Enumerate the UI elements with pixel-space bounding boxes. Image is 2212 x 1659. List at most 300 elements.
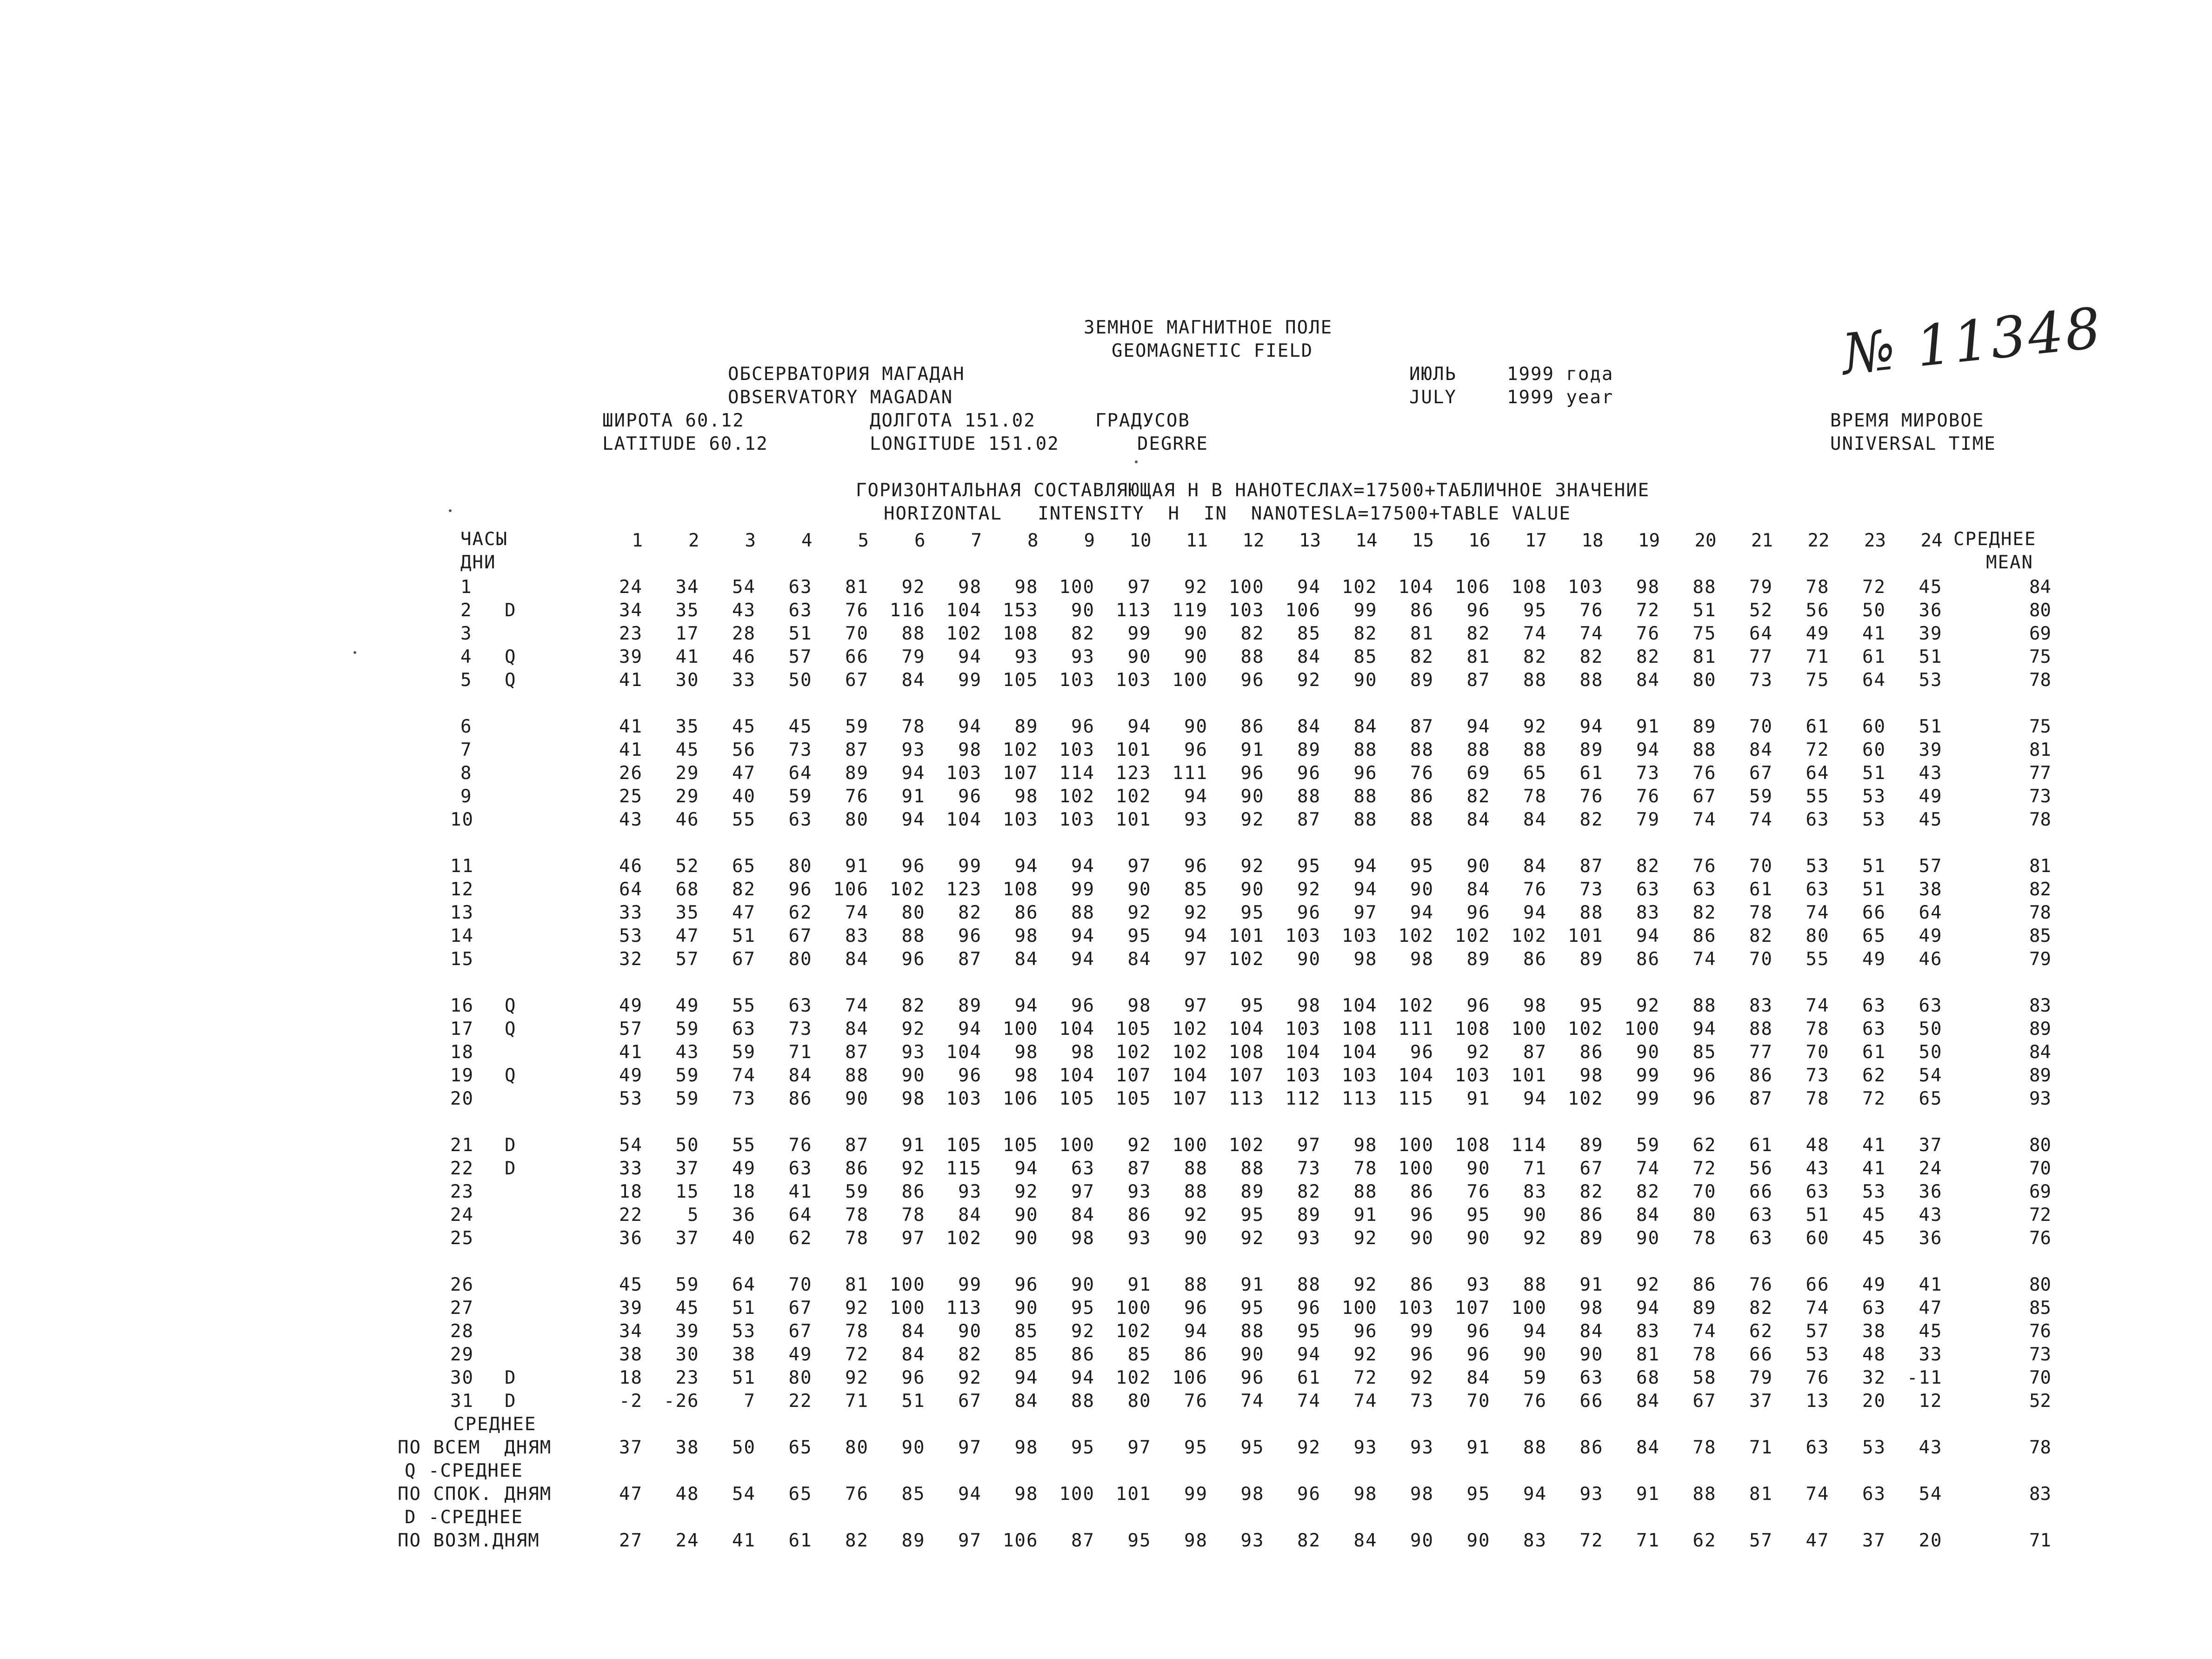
hour-value: 78 [845, 1205, 869, 1226]
hour-value: 96 [1466, 1344, 1491, 1365]
hour-value: 104 [1172, 1065, 1208, 1086]
day-number: 20 [450, 1088, 474, 1109]
hour-value: 53 [732, 1321, 756, 1342]
latitude-en: LATITUDE 60.12 [602, 433, 768, 454]
hour-value: 97 [1071, 1181, 1095, 1202]
hour-value: 64 [788, 763, 813, 784]
day-mean: 70 [2029, 1367, 2051, 1388]
hour-value: 94 [1353, 879, 1378, 900]
hour-value: 96 [901, 949, 926, 970]
hour-value: 73 [1579, 879, 1604, 900]
hour-value: 36 [732, 1205, 756, 1226]
hour-value: 79 [901, 646, 926, 667]
hour-value: 88 [1692, 995, 1717, 1016]
hour-value: 48 [1862, 1344, 1886, 1365]
summary-value: 97 [1127, 1437, 1152, 1458]
day-mean: 72 [2029, 1205, 2051, 1226]
hour-value: 92 [1184, 1205, 1208, 1226]
hour-value: 76 [845, 786, 869, 807]
hour-value: 55 [732, 1135, 756, 1156]
hour-value: 64 [1806, 763, 1830, 784]
hour-value: 99 [1636, 1088, 1660, 1109]
hour-value: 46 [732, 646, 756, 667]
hour-value: 70 [1749, 716, 1773, 737]
hour-value: 96 [788, 879, 813, 900]
day-number: 18 [450, 1042, 474, 1063]
summary-value: 93 [1240, 1530, 1265, 1551]
hour-value: 84 [1071, 1205, 1095, 1226]
hour-value: 38 [1919, 879, 1943, 900]
day-number: 15 [450, 949, 474, 970]
hour-value: 41 [1919, 1274, 1943, 1295]
hour-value: 74 [1749, 809, 1773, 830]
hour-value: 80 [788, 949, 813, 970]
hour-value: 41 [1862, 1158, 1886, 1179]
hour-value: 88 [1353, 740, 1378, 760]
hour-value: 94 [1636, 740, 1660, 760]
hour-value: 62 [1749, 1321, 1773, 1342]
day-flag: Q [505, 670, 517, 691]
hour-value: 87 [845, 1042, 869, 1063]
hour-value: 41 [1862, 1135, 1886, 1156]
hour-value: 100 [1116, 1298, 1152, 1319]
summary-value: 98 [1184, 1530, 1208, 1551]
hour-value: 76 [1806, 1367, 1830, 1388]
hour-value: 40 [732, 1228, 756, 1249]
hour-value: 100 [1511, 1298, 1547, 1319]
summary-value: 57 [1749, 1530, 1773, 1551]
hour-value: 88 [1184, 1181, 1208, 1202]
hour-value: 43 [675, 1042, 700, 1063]
hour-value: 50 [1862, 600, 1886, 621]
hour-value: 91 [1466, 1088, 1491, 1109]
hour-header: 14 [1355, 530, 1378, 551]
hour-value: 49 [1862, 1274, 1886, 1295]
hour-value: 80 [1692, 670, 1717, 691]
hour-value: 90 [1127, 879, 1152, 900]
hour-value: 89 [1579, 949, 1604, 970]
hour-value: 113 [946, 1298, 982, 1319]
hour-value: 102 [1511, 926, 1547, 946]
hour-value: 63 [1862, 995, 1886, 1016]
hour-value: 63 [732, 1019, 756, 1039]
hour-value: 63 [788, 809, 813, 830]
hour-value: 67 [1579, 1158, 1604, 1179]
hour-value: 18 [619, 1367, 643, 1388]
hour-value: 34 [619, 600, 643, 621]
hour-value: 80 [845, 809, 869, 830]
hour-value: 113 [1229, 1088, 1265, 1109]
hour-header: 23 [1864, 530, 1886, 551]
hour-value: 63 [1806, 879, 1830, 900]
hour-value: 90 [1579, 1344, 1604, 1365]
hour-value: 111 [1172, 763, 1208, 784]
hour-value: 86 [788, 1088, 813, 1109]
hour-value: 88 [1523, 670, 1547, 691]
summary-value: 91 [1636, 1484, 1660, 1505]
summary-value: 47 [619, 1484, 643, 1505]
day-mean: 69 [2029, 623, 2051, 644]
hour-value: 87 [958, 949, 982, 970]
hour-value: 106 [1003, 1088, 1039, 1109]
hour-value: 88 [901, 623, 926, 644]
hour-value: 33 [619, 902, 643, 923]
summary-value: 95 [1127, 1530, 1152, 1551]
hour-value: 98 [1014, 786, 1039, 807]
summary-value: 87 [1071, 1530, 1095, 1551]
day-number: 2 [460, 600, 473, 621]
hour-value: 67 [845, 670, 869, 691]
hour-header: 1 [632, 530, 643, 551]
hour-value: 86 [1692, 926, 1717, 946]
table-row [0, 646, 2212, 665]
hour-value: 86 [1636, 949, 1660, 970]
hour-value: 80 [1692, 1205, 1717, 1226]
hour-value: 86 [901, 1181, 926, 1202]
hour-value: 94 [958, 716, 982, 737]
hour-value: 35 [675, 600, 700, 621]
hour-value: 53 [1862, 786, 1886, 807]
day-mean: 78 [2029, 902, 2051, 923]
hour-value: 82 [732, 879, 756, 900]
hour-value: 52 [1749, 600, 1773, 621]
hour-value: 41 [619, 670, 643, 691]
table-row [0, 1158, 2212, 1177]
day-number: 4 [460, 646, 473, 667]
day-mean: 73 [2029, 1344, 2051, 1365]
hour-value: 61 [1297, 1367, 1321, 1388]
summary-label: ПО ВОЗМ.ДНЯМ [398, 1530, 540, 1551]
hour-value: 66 [1749, 1344, 1773, 1365]
summary-value: 81 [1749, 1484, 1773, 1505]
mean-header-en: MEAN [1986, 552, 2033, 573]
hour-header: 11 [1186, 530, 1208, 551]
day-mean: 84 [2029, 577, 2051, 598]
hour-value: 83 [1636, 1321, 1660, 1342]
hour-value: 86 [1579, 1042, 1604, 1063]
hour-value: 53 [1806, 856, 1830, 877]
hour-value: 94 [1184, 926, 1208, 946]
hour-value: 79 [1636, 809, 1660, 830]
hour-value: 74 [845, 995, 869, 1016]
hour-value: 102 [1059, 786, 1095, 807]
day-number: 12 [450, 879, 474, 900]
hour-value: 80 [901, 902, 926, 923]
hour-value: 74 [1636, 1158, 1660, 1179]
hour-value: 63 [1692, 879, 1717, 900]
hour-value: 50 [1919, 1042, 1943, 1063]
hour-value: 88 [1692, 740, 1717, 760]
hour-value: 96 [1466, 902, 1491, 923]
hour-value: 97 [1353, 902, 1378, 923]
summary-value: 93 [1410, 1437, 1434, 1458]
hour-header: 5 [858, 530, 869, 551]
hour-value: 89 [1579, 1135, 1604, 1156]
hour-value: 100 [1624, 1019, 1660, 1039]
table-row [0, 949, 2212, 970]
summary-value: 48 [675, 1484, 700, 1505]
hour-value: 91 [1127, 1274, 1152, 1295]
hour-value: 82 [1579, 809, 1604, 830]
hour-header: 7 [971, 530, 982, 551]
hour-value: 104 [1059, 1019, 1095, 1039]
hour-value: 65 [1862, 926, 1886, 946]
hour-value: 82 [1466, 786, 1491, 807]
hour-value: 98 [1353, 1135, 1378, 1156]
hour-value: 107 [1455, 1298, 1491, 1319]
hour-value: 90 [1636, 1228, 1660, 1249]
hour-value: 63 [788, 600, 813, 621]
hour-value: 28 [732, 623, 756, 644]
summary-value: 47 [1806, 1530, 1830, 1551]
hour-value: 84 [958, 1205, 982, 1226]
hour-value: 76 [1579, 600, 1604, 621]
hour-value: 97 [1184, 949, 1208, 970]
hour-value: 35 [675, 902, 700, 923]
hour-value: 104 [946, 809, 982, 830]
hour-value: 105 [1003, 1135, 1039, 1156]
hour-value: 101 [1511, 1065, 1547, 1086]
hour-value: 96 [1184, 740, 1208, 760]
hour-value: 92 [901, 1019, 926, 1039]
hour-value: -26 [664, 1391, 700, 1412]
table-row [0, 879, 2212, 898]
hour-value: 90 [1014, 1298, 1039, 1319]
hour-value: 49 [1806, 623, 1830, 644]
hour-value: 76 [1636, 623, 1660, 644]
table-row [0, 902, 2212, 921]
hour-value: 105 [1116, 1088, 1152, 1109]
hour-value: 90 [1466, 856, 1491, 877]
hour-value: 81 [1466, 646, 1491, 667]
hour-value: 72 [1862, 1088, 1886, 1109]
hour-value: 116 [890, 600, 926, 621]
hour-value: 94 [1014, 1367, 1039, 1388]
hour-value: 70 [1806, 1042, 1830, 1063]
hour-value: 34 [619, 1321, 643, 1342]
hour-value: 92 [1410, 1367, 1434, 1388]
hour-value: 87 [1579, 856, 1604, 877]
hour-value: 59 [675, 1065, 700, 1086]
summary-value: 37 [619, 1437, 643, 1458]
hour-value: 33 [1919, 1344, 1943, 1365]
hour-value: 104 [946, 600, 982, 621]
hour-value: 91 [845, 856, 869, 877]
hour-header: 2 [688, 530, 700, 551]
label-days: ДНИ [460, 552, 496, 573]
hour-value: 103 [1116, 670, 1152, 691]
hour-value: 97 [1184, 995, 1208, 1016]
hour-value: 39 [619, 646, 643, 667]
hour-value: 54 [1919, 1065, 1943, 1086]
hour-value: 113 [1116, 600, 1152, 621]
speck [449, 509, 452, 512]
hour-value: 87 [845, 1135, 869, 1156]
hour-value: 92 [845, 1298, 869, 1319]
hour-value: 43 [1806, 1158, 1830, 1179]
hour-value: 80 [1127, 1391, 1152, 1412]
table-row [0, 1344, 2212, 1363]
hour-value: 94 [901, 809, 926, 830]
hour-value: 73 [1410, 1391, 1434, 1412]
hour-value: 49 [732, 1158, 756, 1179]
hour-value: 92 [1636, 1274, 1660, 1295]
hour-header: 12 [1242, 530, 1265, 551]
hour-value: 98 [1579, 1065, 1604, 1086]
hour-value: 81 [1692, 646, 1717, 667]
hour-value: 89 [1579, 1228, 1604, 1249]
table-row [0, 1181, 2212, 1200]
hour-value: 87 [1523, 1042, 1547, 1063]
day-number: 30 [450, 1367, 474, 1388]
hour-value: 59 [675, 1088, 700, 1109]
hour-value: 53 [1806, 1344, 1830, 1365]
hour-value: 67 [958, 1391, 982, 1412]
hour-value: 104 [1398, 1065, 1434, 1086]
hour-value: 91 [901, 786, 926, 807]
hour-value: 98 [958, 740, 982, 760]
day-flag: D [505, 1158, 517, 1179]
summary-value: 88 [1523, 1437, 1547, 1458]
hour-value: 96 [901, 856, 926, 877]
hour-value: 56 [1749, 1158, 1773, 1179]
hour-value: 84 [1014, 949, 1039, 970]
hour-value: 37 [1919, 1135, 1943, 1156]
table-row [0, 1391, 2212, 1412]
hour-value: 102 [1116, 1042, 1152, 1063]
summary-value: 95 [1466, 1484, 1491, 1505]
hour-value: 57 [619, 1019, 643, 1039]
hour-value: 53 [619, 926, 643, 946]
hour-header: 20 [1694, 530, 1717, 551]
hour-value: 93 [1466, 1274, 1491, 1295]
hour-value: 76 [845, 600, 869, 621]
day-mean: 70 [2029, 1158, 2051, 1179]
hour-value: 88 [901, 926, 926, 946]
hour-value: 90 [1127, 646, 1152, 667]
hour-value: 88 [1240, 1158, 1265, 1179]
hour-header: 18 [1581, 530, 1604, 551]
hour-value: 96 [1071, 995, 1095, 1016]
hour-header: 9 [1084, 530, 1095, 551]
hour-value: 94 [1014, 856, 1039, 877]
hour-value: 98 [1579, 1298, 1604, 1319]
hour-value: 88 [1353, 786, 1378, 807]
hour-value: 96 [1071, 716, 1095, 737]
hour-value: 99 [1353, 600, 1378, 621]
hour-value: 54 [732, 577, 756, 598]
day-number: 3 [460, 623, 473, 644]
hour-header: 6 [914, 530, 926, 551]
hour-value: 90 [1297, 949, 1321, 970]
hour-value: 100 [1059, 577, 1095, 598]
hour-value: 92 [1184, 902, 1208, 923]
hour-value: 105 [1003, 670, 1039, 691]
hour-value: 89 [845, 763, 869, 784]
hour-value: 92 [1353, 1274, 1378, 1295]
hour-value: 94 [1353, 856, 1378, 877]
hour-value: 96 [1466, 995, 1491, 1016]
hour-value: 90 [1466, 1158, 1491, 1179]
summary-value: 97 [958, 1437, 982, 1458]
hour-value: 78 [901, 1205, 926, 1226]
summary-value: 62 [1692, 1530, 1717, 1551]
hour-value: 98 [1127, 995, 1152, 1016]
hour-value: 90 [1523, 1205, 1547, 1226]
summary-value: 83 [1523, 1530, 1547, 1551]
summary-value: 43 [1919, 1437, 1943, 1458]
hour-value: 92 [1466, 1042, 1491, 1063]
hour-value: 90 [1353, 670, 1378, 691]
hour-value: 51 [788, 623, 813, 644]
hour-value: 61 [1862, 646, 1886, 667]
table-row [0, 995, 2212, 1014]
hour-value: 88 [1353, 1181, 1378, 1202]
summary-mean: 78 [2029, 1437, 2051, 1458]
title-en: GEOMAGNETIC FIELD [1112, 340, 1313, 361]
day-mean: 75 [2029, 716, 2051, 737]
hour-value: 60 [1806, 1228, 1830, 1249]
summary-value: 63 [1806, 1437, 1830, 1458]
hour-value: 63 [788, 577, 813, 598]
hour-value: 59 [1636, 1135, 1660, 1156]
hour-value: 119 [1172, 600, 1208, 621]
hour-value: 112 [1285, 1088, 1321, 1109]
hour-value: 84 [1127, 949, 1152, 970]
hour-value: 90 [1466, 1228, 1491, 1249]
hour-value: 80 [788, 1367, 813, 1388]
hour-value: 43 [732, 600, 756, 621]
hour-value: 108 [1455, 1135, 1491, 1156]
title-ru: ЗЕМНОЕ МАГНИТНОЕ ПОЛЕ [1084, 317, 1333, 338]
hour-value: 86 [1014, 902, 1039, 923]
summary-value: 78 [1692, 1437, 1717, 1458]
hour-value: 84 [901, 670, 926, 691]
hour-value: 96 [1240, 670, 1265, 691]
hour-value: 26 [619, 763, 643, 784]
hour-value: 43 [619, 809, 643, 830]
hour-value: 89 [1014, 716, 1039, 737]
hour-value: 100 [1511, 1019, 1547, 1039]
day-flag: Q [505, 1019, 517, 1039]
summary-mean: 83 [2029, 1484, 2051, 1505]
degrees-en: DEGRRE [1137, 433, 1208, 454]
hour-value: 98 [1071, 1042, 1095, 1063]
hour-value: 68 [675, 879, 700, 900]
hour-value: 76 [1579, 786, 1604, 807]
day-flag: Q [505, 646, 517, 667]
hour-value: 96 [1184, 1298, 1208, 1319]
hour-value: 64 [1749, 623, 1773, 644]
summary-value: 98 [1014, 1484, 1039, 1505]
day-mean: 75 [2029, 646, 2051, 667]
hour-value: 90 [1410, 1228, 1434, 1249]
hour-value: 45 [1862, 1228, 1886, 1249]
hour-value: 92 [1127, 902, 1152, 923]
hour-value: 84 [1749, 740, 1773, 760]
hour-value: 102 [1172, 1042, 1208, 1063]
hour-value: 89 [1410, 670, 1434, 691]
hour-value: 84 [1523, 856, 1547, 877]
hour-value: 62 [1692, 1135, 1717, 1156]
hour-value: 60 [1862, 740, 1886, 760]
hour-value: 87 [1749, 1088, 1773, 1109]
hour-header: 21 [1751, 530, 1773, 551]
summary-value: 74 [1806, 1484, 1830, 1505]
hour-value: 51 [1862, 763, 1886, 784]
hour-value: 38 [732, 1344, 756, 1365]
summary-value: 37 [1862, 1530, 1886, 1551]
